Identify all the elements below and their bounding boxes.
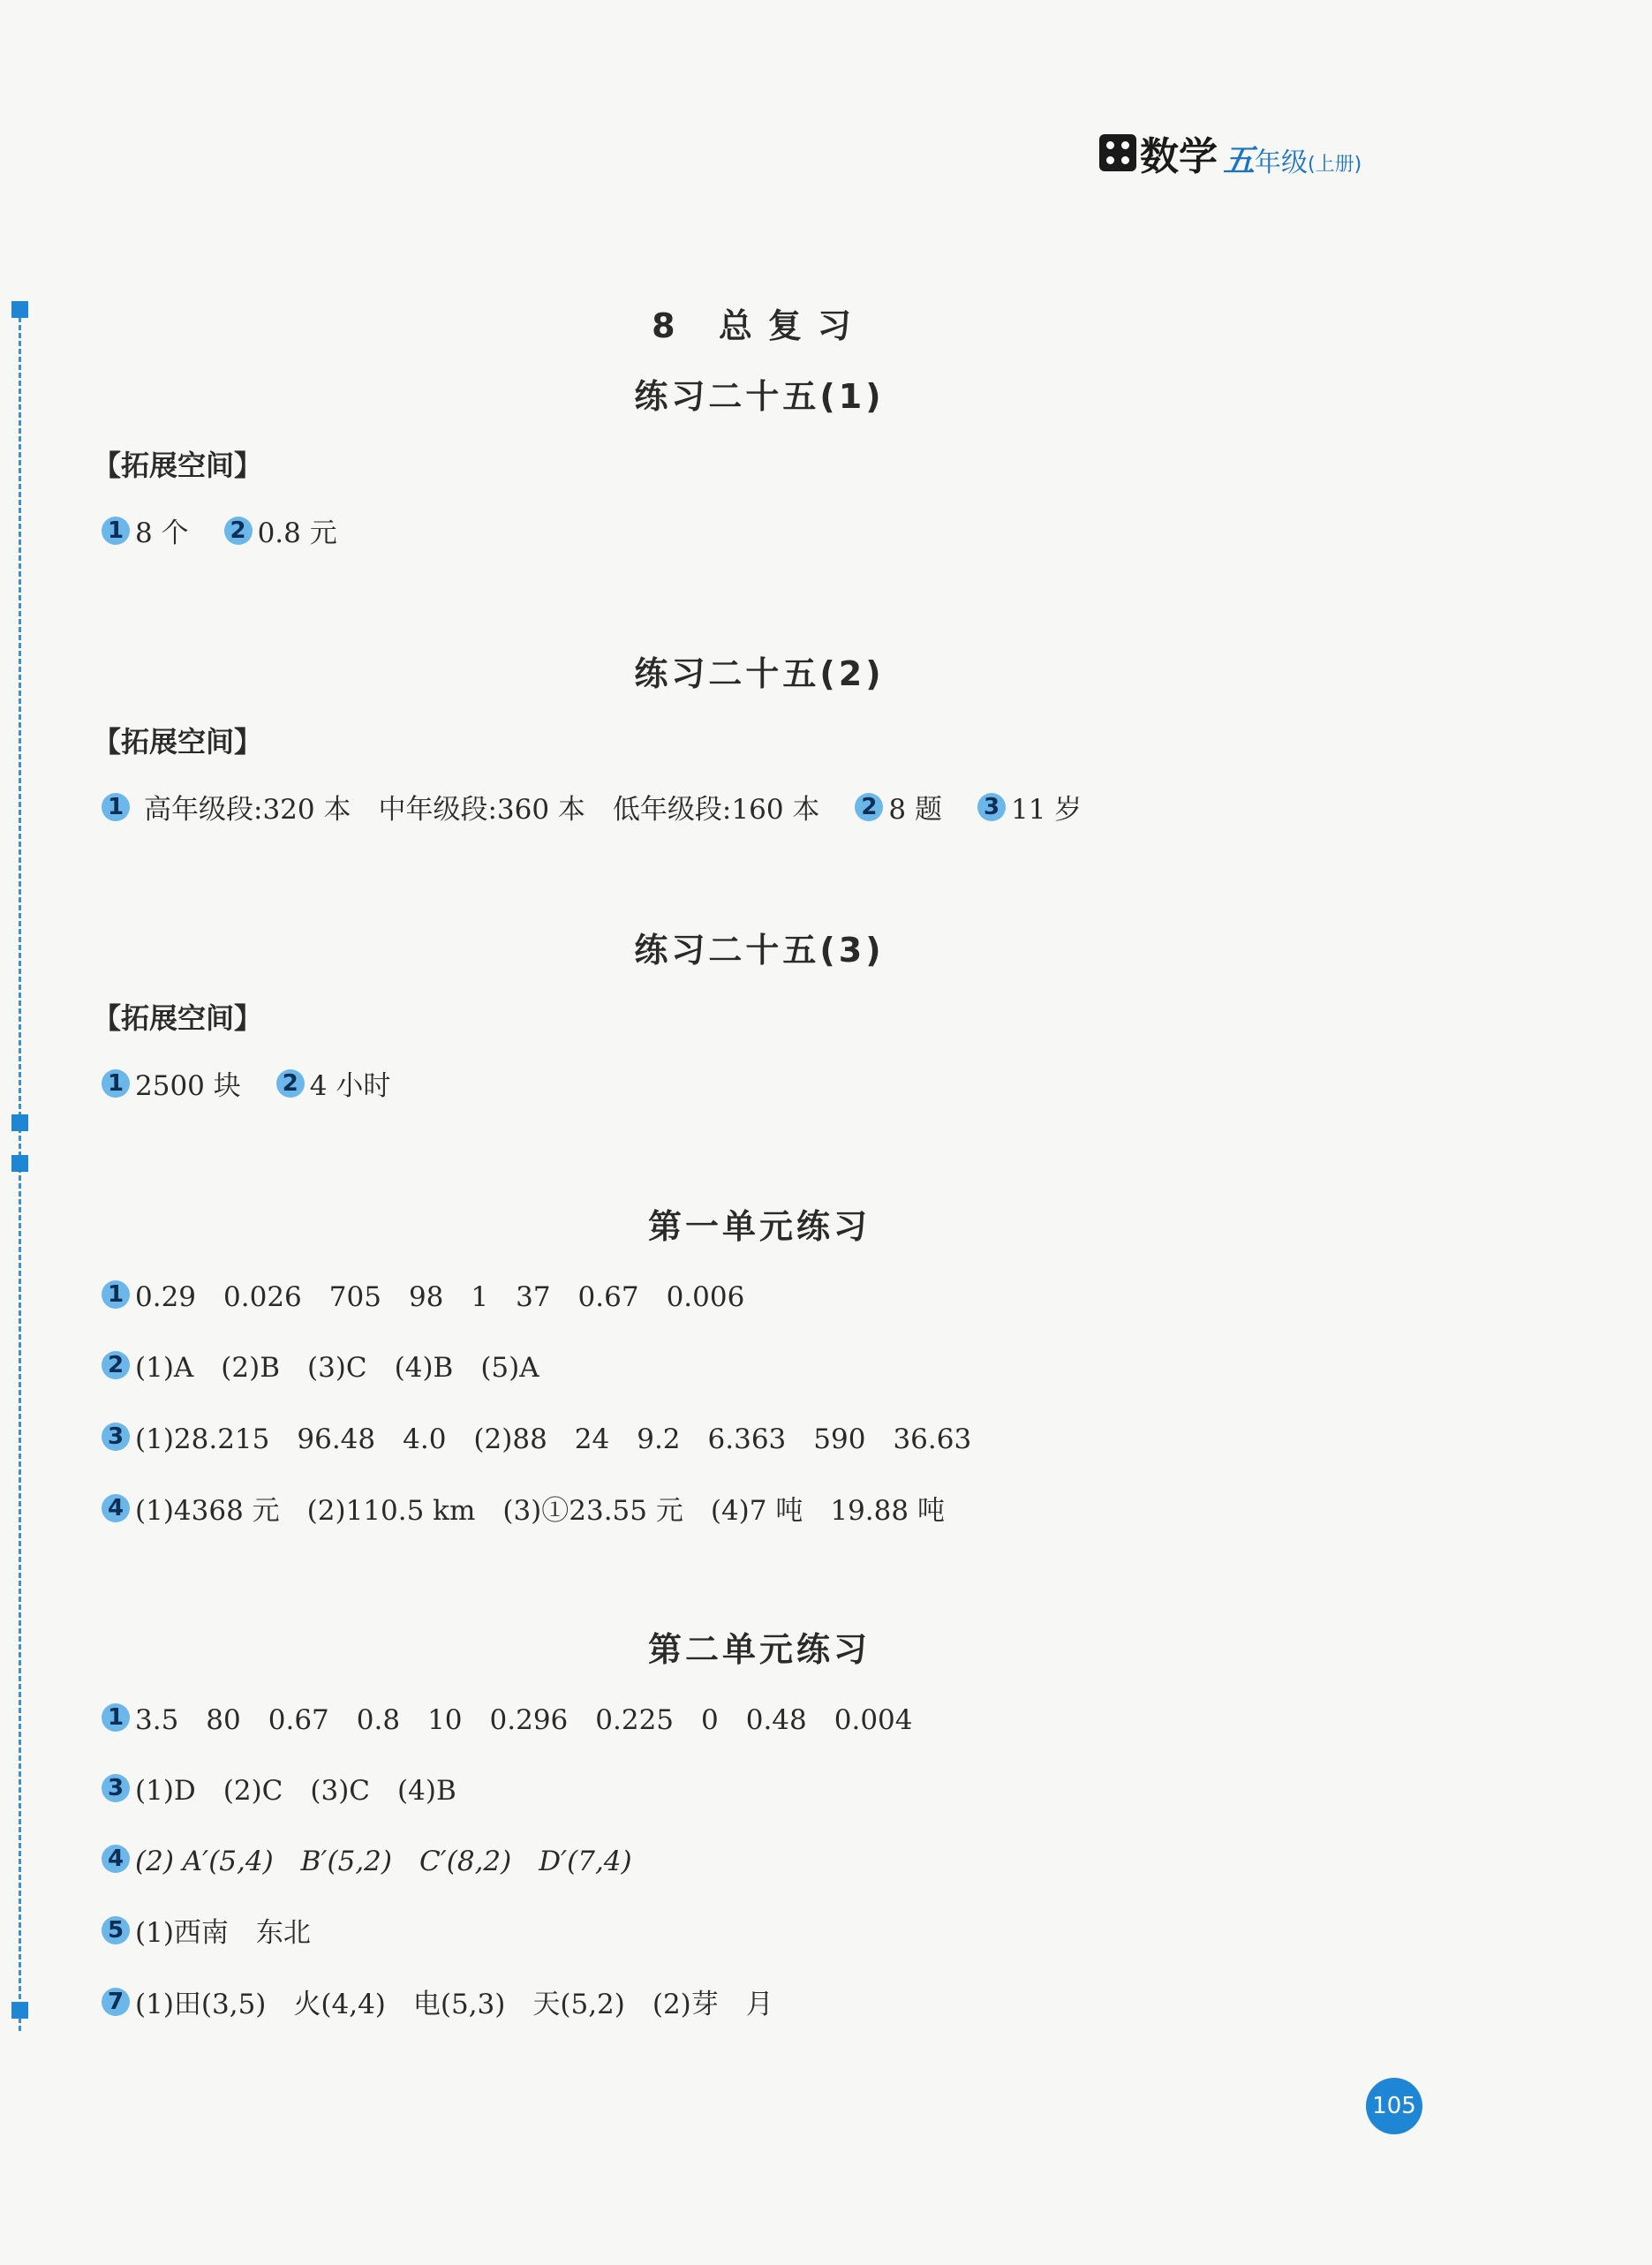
section-label: 【拓展空间】 — [93, 1001, 263, 1035]
section-title: 练习二十五(3) — [634, 931, 885, 970]
answer-text: (1)A (2)B (3)C (4)B (5)A — [135, 1352, 539, 1384]
answer-line — [102, 1274, 744, 1314]
item-number-badge: 3 — [977, 793, 1006, 821]
binding-marker — [11, 2002, 28, 2019]
answer-line — [102, 1982, 773, 2021]
section-title: 练习二十五(2) — [634, 654, 885, 693]
item-number-badge: 2 — [276, 1069, 305, 1098]
answer-text: (2) A′(5,4) B′(5,2) C′(8,2) D′(7,4) — [135, 1846, 632, 1877]
answer-line — [102, 1910, 311, 1950]
section-title: 练习二十五(1) — [634, 377, 885, 416]
answer-text: (1)4368 元 (2)110.5 km (3)①23.55 元 (4)7 吨 19.88 吨 — [135, 1495, 945, 1527]
answer-text: 3.5 80 0.67 0.8 10 0.296 0.225 0 0.48 0.004 — [135, 1704, 913, 1736]
item-number-badge: 3 — [102, 1774, 130, 1802]
header-volume: (上册) — [1308, 154, 1362, 176]
answer-line — [102, 1838, 632, 1878]
answer-line — [102, 1488, 945, 1528]
item-number-badge: 1 — [102, 1069, 130, 1098]
answer-line — [102, 1768, 456, 1808]
item-number-badge: 2 — [102, 1351, 130, 1379]
header-grade-number: 五 — [1223, 142, 1256, 179]
header-subject: 数学 — [1140, 134, 1218, 179]
item-number-badge: 1 — [102, 517, 130, 545]
binding-marker — [11, 1114, 28, 1131]
item-number-badge: 4 — [102, 1845, 130, 1873]
answer-line — [102, 1697, 913, 1737]
answer-text: 11 岁 — [1010, 794, 1082, 826]
book-header — [1099, 134, 1362, 179]
binding-marker — [11, 1155, 28, 1172]
section-title: 第一单元练习 — [647, 1207, 871, 1246]
item-number-badge: 1 — [102, 793, 130, 821]
header-grade: 年级 — [1255, 147, 1309, 178]
answer-text: 高年级段:320 本 中年级段:360 本 低年级段:160 本 — [144, 794, 820, 826]
item-number-badge: 1 — [102, 1280, 130, 1309]
answer-text: 0.29 0.026 705 98 1 37 0.67 0.006 — [135, 1281, 745, 1313]
answer-line — [102, 1063, 390, 1103]
section-label: 【拓展空间】 — [93, 449, 263, 482]
answer-text: (1)D (2)C (3)C (4)B — [135, 1775, 456, 1807]
answer-text: (1)田(3,5) 火(4,4) 电(5,3) 天(5,2) (2)芽 月 — [135, 1989, 773, 2020]
item-number-badge: 2 — [224, 517, 253, 545]
item-number-badge: 5 — [102, 1916, 130, 1944]
answer-text: (1)西南 东北 — [135, 1917, 311, 1949]
answer-text: 0.8 元 — [257, 517, 337, 549]
answer-text: 2500 块 — [135, 1070, 241, 1102]
answer-text: 8 个 — [135, 517, 189, 549]
chapter-title: 8 总复习 — [652, 306, 867, 345]
logo-icon — [1099, 134, 1136, 171]
section-label: 【拓展空间】 — [93, 725, 263, 759]
answer-line — [102, 1345, 539, 1385]
item-number-badge: 1 — [102, 1703, 130, 1732]
answer-line — [102, 787, 1082, 827]
answer-line — [102, 510, 337, 550]
item-number-badge: 3 — [102, 1423, 130, 1451]
page-number: 105 — [1366, 2078, 1422, 2134]
answer-text: (1)28.215 96.48 4.0 (2)88 24 9.2 6.363 590 36.63 — [135, 1423, 972, 1455]
answer-text: 8 题 — [888, 794, 942, 826]
section-title: 第二单元练习 — [647, 1630, 871, 1669]
answer-text: 4 小时 — [309, 1070, 391, 1102]
item-number-badge: 7 — [102, 1988, 130, 2016]
item-number-badge: 4 — [102, 1494, 130, 1522]
item-number-badge: 2 — [855, 793, 883, 821]
answer-line — [102, 1416, 971, 1456]
